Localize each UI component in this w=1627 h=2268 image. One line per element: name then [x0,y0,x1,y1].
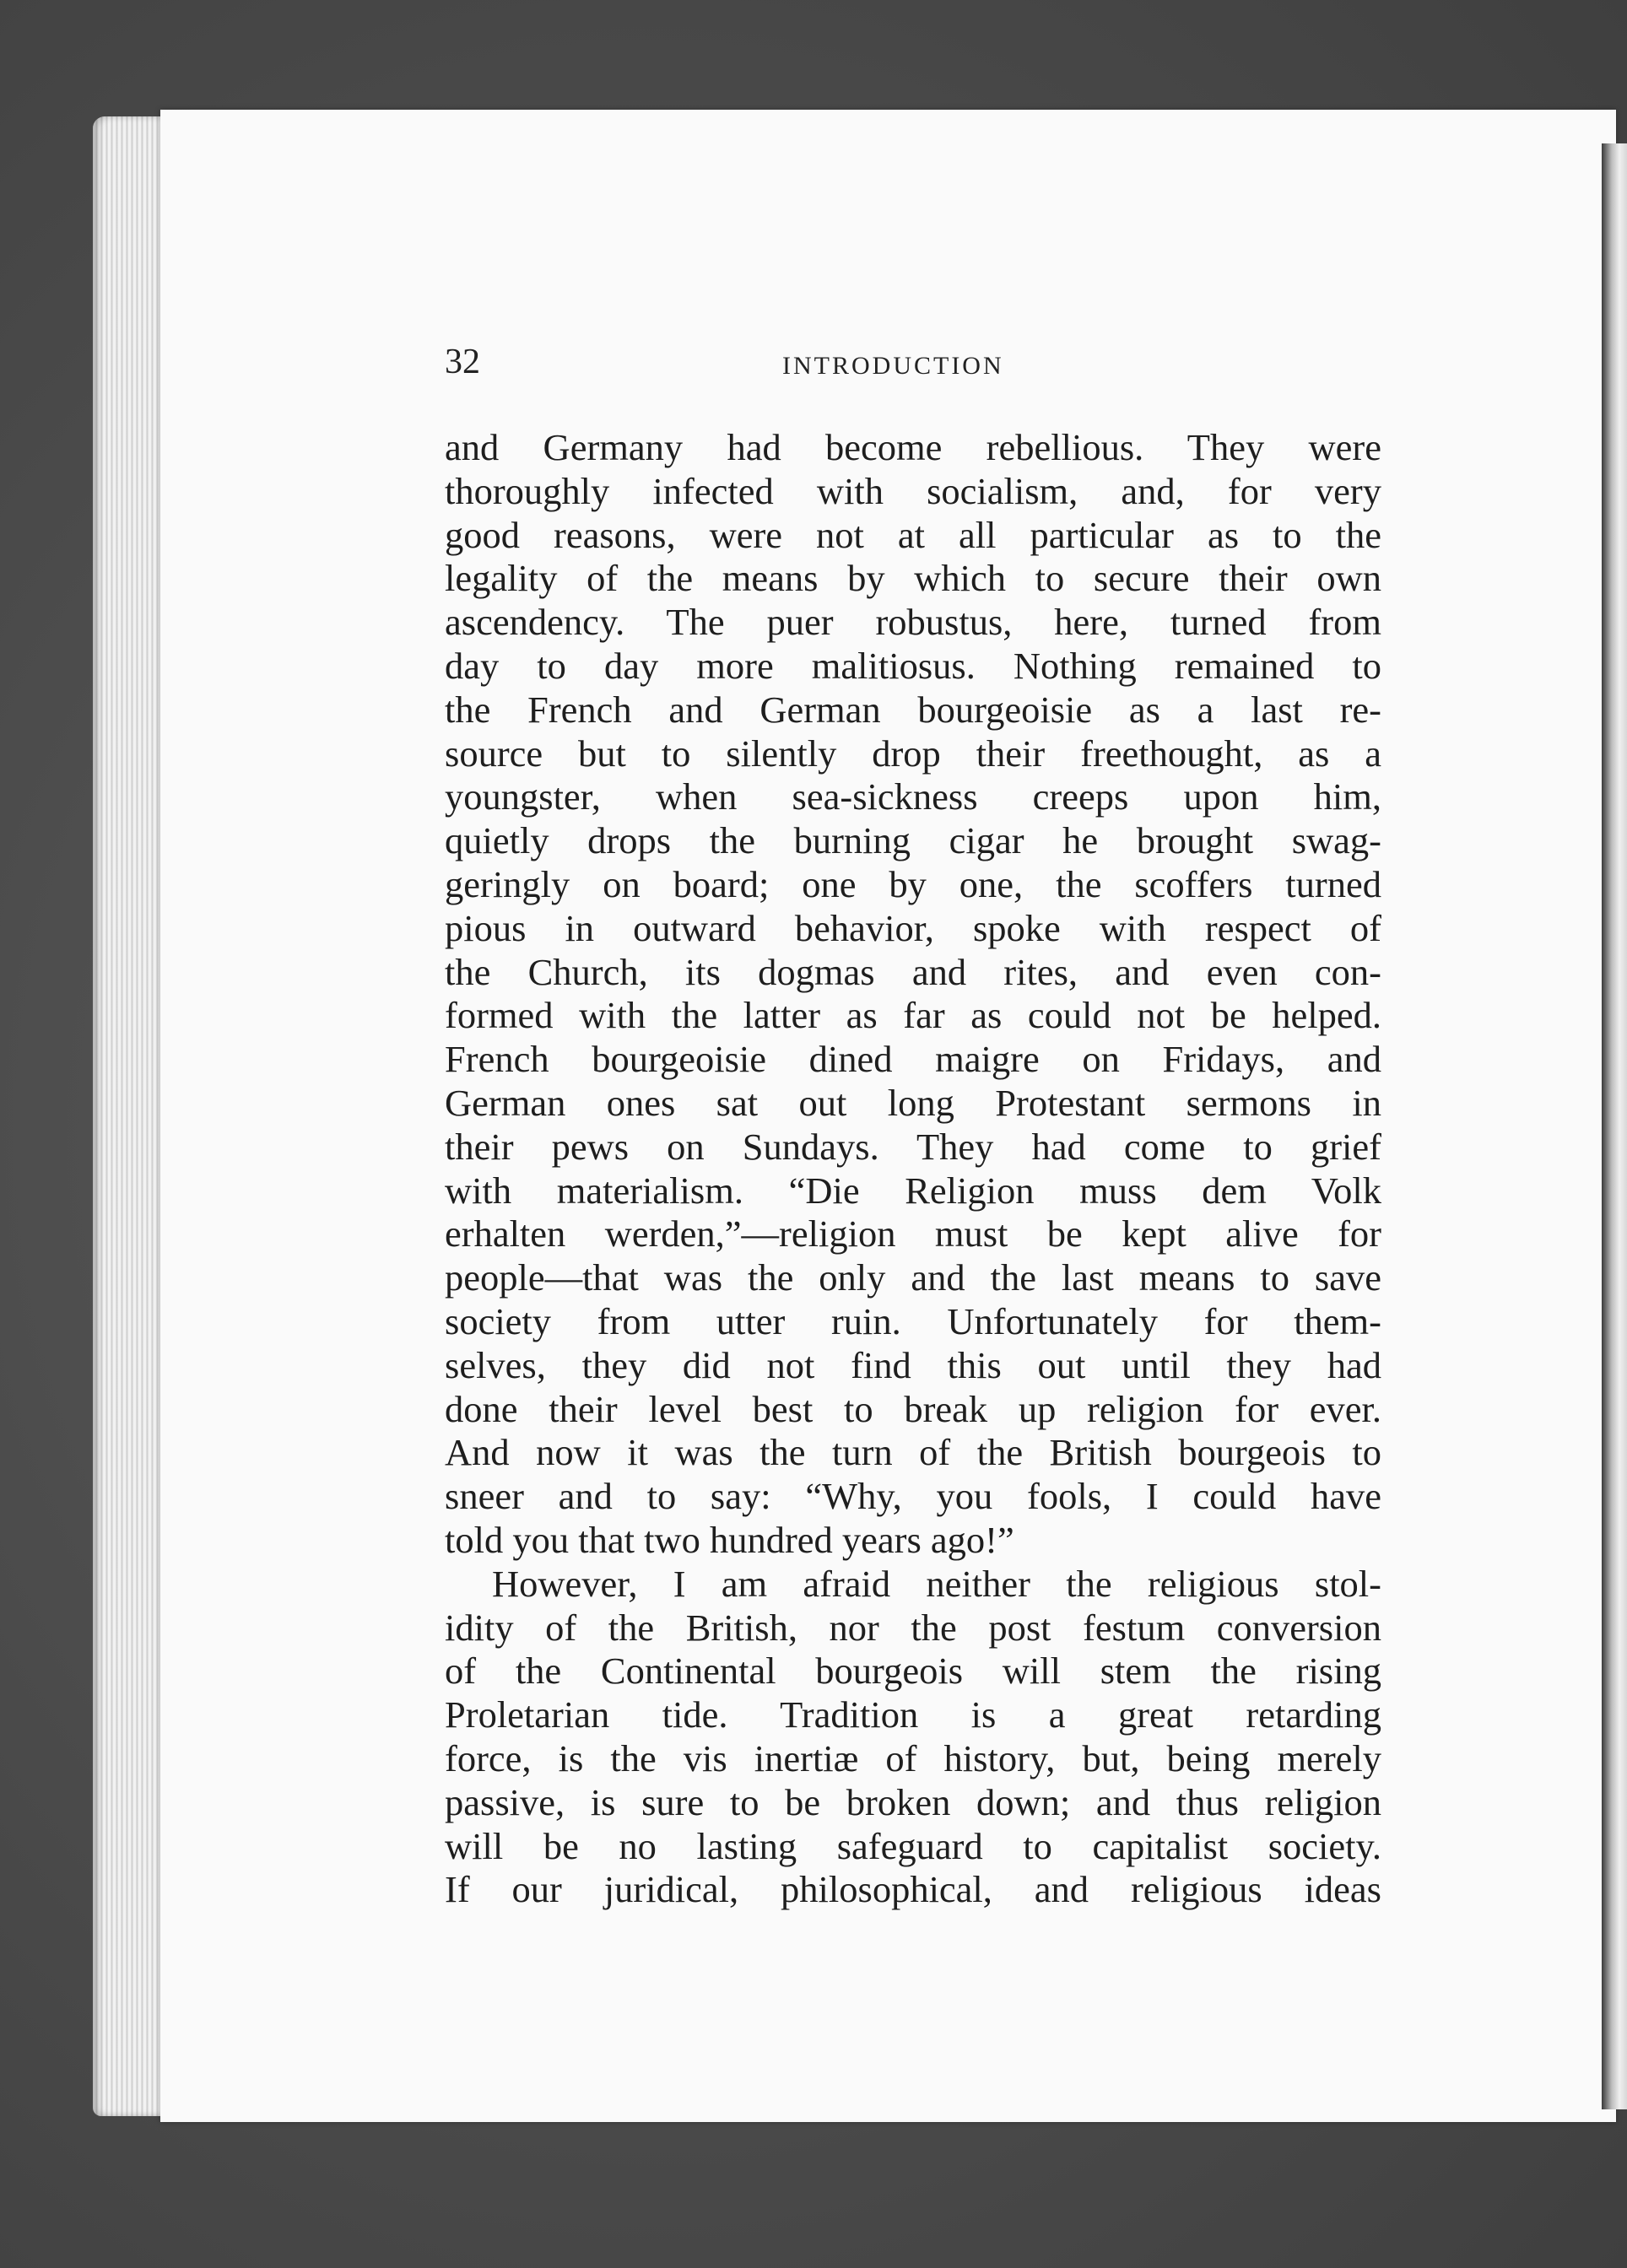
page-number: 32 [445,343,480,381]
text-line: source but to silently drop their freethought, as a [445,732,1381,775]
text-line: their pews on Sundays. They had come to grief [445,1125,1381,1168]
text-line: and Germany had become rebellious. They were [445,426,1381,468]
text-line: of the Continental bourgeois will stem the rising [445,1650,1381,1693]
text-line: German ones sat out long Protestant sermons in [445,1081,1381,1124]
text-line: French bourgeoisie dined maigre on Fridays, and [445,1038,1381,1081]
text-line: with materialism. “Die Religion muss dem Volk [445,1169,1381,1212]
text-line: If our juridical, philosophical, and religious ideas [445,1868,1381,1911]
text-line: the Church, its dogmas and rites, and even con- [445,950,1381,993]
text-line: Proletarian tide. Tradition is a great retarding [445,1693,1381,1736]
running-head [445,342,1390,392]
text-line: quietly drops the burning cigar he brought swag- [445,819,1381,862]
text-line: pious in outward behavior, spoke with respect of [445,906,1381,949]
text-line: And now it was the turn of the British bourgeois to [445,1431,1381,1474]
text-line: people—that was the only and the last means to save [445,1256,1381,1299]
page-edges [93,116,169,2116]
text-line: thoroughly infected with socialism, and, for very [445,469,1381,512]
paragraph-2 [445,1563,1381,1912]
text-line: sneer and to say: “Why, you fools, I could have [445,1475,1381,1518]
body-text [445,426,1381,1912]
text-line: force, is the vis inertiæ of history, but, being merely [445,1736,1381,1779]
text-line: However, I am afraid neither the religious stol- [492,1562,1381,1605]
text-line: ascendency. The puer robustus, here, turned from [445,601,1381,644]
text-line: the French and German bourgeoisie as a last re- [445,688,1381,731]
text-line: legality of the means by which to secure their own [445,557,1381,600]
text-line: told you that two hundred years ago!” [445,1518,1014,1561]
text-line: society from utter ruin. Unfortunately for them- [445,1299,1381,1342]
text-line: erhalten werden,”—religion must be kept alive for [445,1212,1381,1256]
text-line: idity of the British, nor the post festum conversion [445,1606,1381,1649]
running-title: INTRODUCTION [782,352,1004,380]
text-line: formed with the latter as far as could not be helped. [445,994,1381,1037]
text-line: day to day more malitiosus. Nothing remained to [445,644,1381,687]
text-line: passive, is sure to be broken down; and thus religion [445,1780,1381,1823]
next-page-edge [1602,143,1627,2109]
text-line: geringly on board; one by one, the scoffers turned [445,862,1381,905]
text-line: youngster, when sea-sickness creeps upon him, [445,775,1381,818]
text-line: selves, they did not find this out until they had [445,1343,1381,1386]
text-line: good reasons, were not at all particular as to the [445,513,1381,556]
text-line: will be no lasting safeguard to capitalist society. [445,1824,1381,1867]
text-line: done their level best to break up religion for ever. [445,1387,1381,1430]
paragraph-1 [445,426,1381,1563]
